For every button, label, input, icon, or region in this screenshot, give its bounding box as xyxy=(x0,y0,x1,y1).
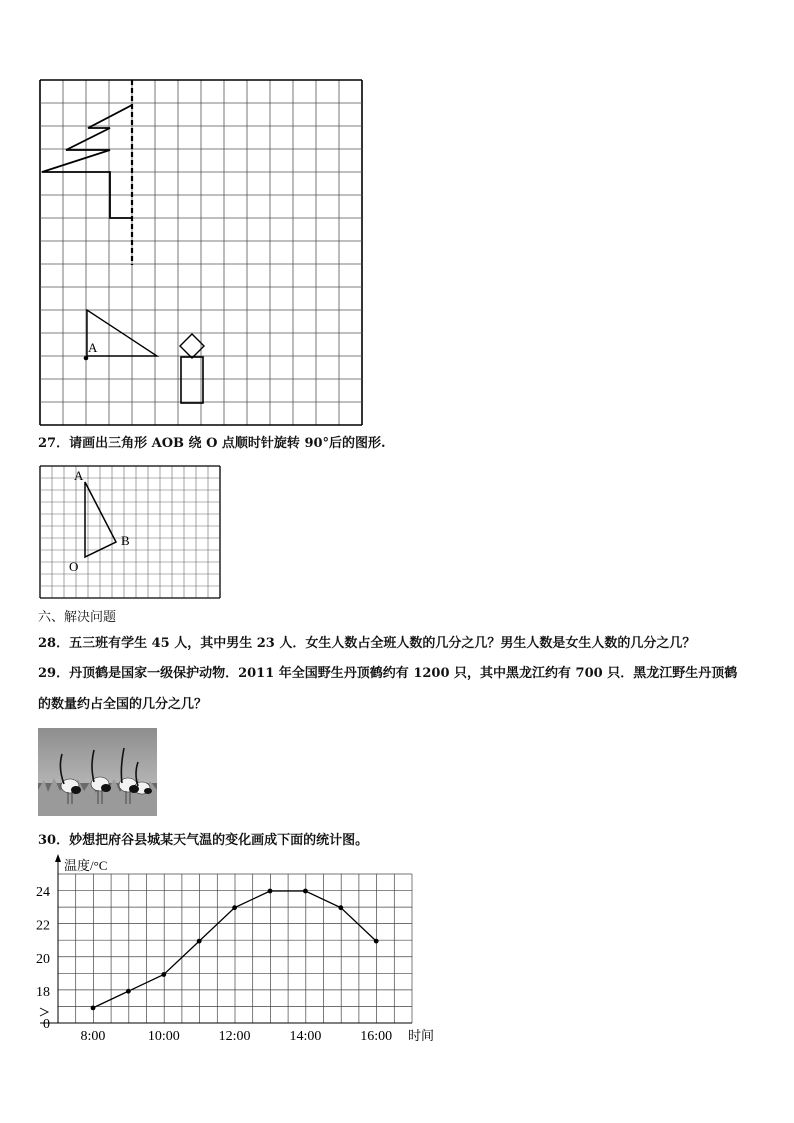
temperature-line-chart xyxy=(0,850,470,1050)
x-tick-label: 14:00 xyxy=(289,1029,322,1044)
data-point xyxy=(161,972,166,977)
data-point xyxy=(268,889,273,894)
question-28 xyxy=(38,634,695,654)
x-axis-label: 时间 xyxy=(408,1028,435,1043)
question-30-number: 30． xyxy=(38,833,70,848)
half-tree-shape xyxy=(42,105,132,218)
y-tick-label: 20 xyxy=(36,951,50,967)
triangle-aob xyxy=(85,482,116,557)
axis-break-mark xyxy=(40,1008,48,1016)
data-point xyxy=(232,905,237,910)
grid-figure-1 xyxy=(0,0,794,440)
point-a-label: A xyxy=(88,340,98,355)
rectangle-shape xyxy=(181,357,203,403)
y-tick-label: 24 xyxy=(36,885,50,900)
diamond-shape xyxy=(180,334,204,358)
grid-figure-2 xyxy=(0,460,260,610)
point-a-dot xyxy=(84,356,89,361)
question-28-number: 28． xyxy=(38,636,70,651)
y-tick-label: 18 xyxy=(36,985,50,1001)
data-point xyxy=(374,939,379,944)
question-29-line2: 的数量约占全国的几分之几？ xyxy=(38,697,208,712)
question-27-number: 27． xyxy=(38,436,70,451)
section-6-heading: 六、解决问题 xyxy=(38,610,117,625)
point-b-label: B xyxy=(121,533,130,548)
y-axis-label: 温度/°C xyxy=(64,858,108,873)
chart-grid xyxy=(58,874,412,1023)
data-point xyxy=(338,905,343,910)
question-29 xyxy=(38,664,737,684)
data-point xyxy=(303,889,308,894)
x-tick-label: 10:00 xyxy=(147,1029,180,1044)
y-tick-label: 22 xyxy=(36,918,50,934)
data-point xyxy=(197,939,202,944)
data-point xyxy=(126,989,131,994)
crane-photo xyxy=(38,728,157,816)
question-27-text: 请画出三角形 AOB 绕 O 点顺时针旋转 90°后的图形. xyxy=(69,436,386,451)
question-30 xyxy=(38,831,368,851)
question-27 xyxy=(38,434,386,454)
grid1-lines xyxy=(40,80,362,425)
grid2-lines xyxy=(40,466,220,598)
data-point xyxy=(91,1006,96,1011)
point-o-label: O xyxy=(69,559,79,574)
point-a-label-2: A xyxy=(74,468,84,483)
question-29-number: 29． xyxy=(38,666,70,681)
y-axis-arrow xyxy=(55,854,61,862)
x-tick-label: 8:00 xyxy=(80,1029,106,1044)
x-tick-label: 16:00 xyxy=(360,1029,393,1044)
y-tick-label: 0 xyxy=(43,1017,50,1032)
x-tick-label: 12:00 xyxy=(218,1029,251,1044)
question-30-text: 妙想把府谷县城某天气温的变化画成下面的统计图。 xyxy=(69,833,369,848)
question-29-line1: 丹顶鹤是国家一级保护动物．2011 年全国野生丹顶鹤约有 1200 只，其中黑龙江约有 700 只．黑龙江野生丹顶鹤 xyxy=(69,666,738,681)
question-28-text: 五三班有学生 45 人，其中男生 23 人．女生人数占全班人数的几分之几？男生人数是女生人数的几分之几？ xyxy=(69,636,696,651)
